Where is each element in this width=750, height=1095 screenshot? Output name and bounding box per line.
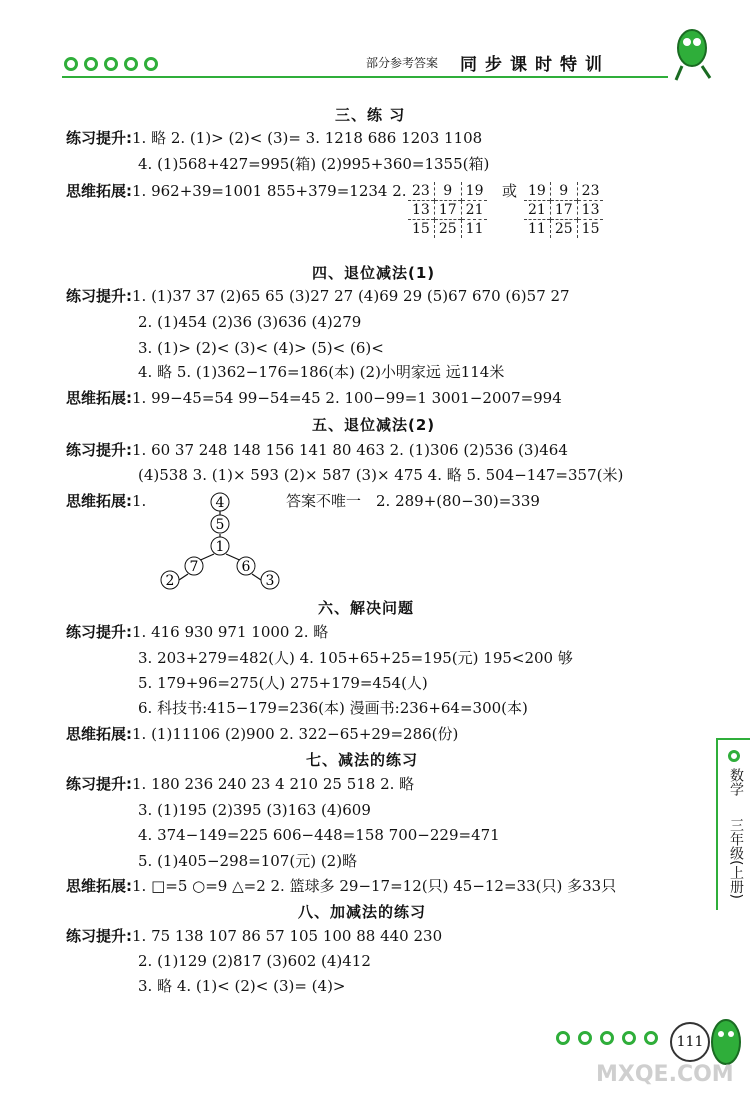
- answer-line: 6. 科技书:415−179=236(本) 漫画书:236+64=300(本): [138, 699, 528, 717]
- label-practice: 练习提升:: [66, 129, 132, 147]
- label-practice: 练习提升:: [66, 287, 132, 305]
- grid-cell: 9: [434, 182, 461, 201]
- answer-text: 1.: [132, 492, 147, 510]
- section-heading-6: 六、解决问题: [318, 599, 415, 617]
- answer-line: 2. (1)129 (2)817 (3)602 (4)412: [138, 952, 371, 970]
- grid-cell: 13: [408, 201, 434, 220]
- answer-line: [66, 181, 407, 201]
- label-thinking: 思维拓展:: [66, 182, 132, 200]
- side-dot-icon: [728, 750, 740, 762]
- grid-row: [408, 201, 487, 220]
- mascot-icon: [662, 20, 732, 90]
- answer-line: 4. 略 5. (1)362−176=186(本) (2)小明家远 远114米: [138, 363, 505, 381]
- answer-text: 1. (1)37 37 (2)65 65 (3)27 27 (4)69 29 (5)67 670 (6)57 27: [132, 287, 570, 305]
- magic-square-a: [408, 182, 487, 238]
- grid-row: [524, 220, 603, 239]
- answer-line: [66, 876, 616, 896]
- answer-line: [66, 724, 458, 744]
- grid-cell: 13: [577, 201, 603, 220]
- answer-line: [66, 491, 146, 511]
- grid-row: [408, 182, 487, 201]
- answer-line: 4. 374−149=225 606−448=158 700−229=471: [138, 826, 500, 844]
- answer-line: 5. 179+96=275(人) 275+179=454(人): [138, 674, 428, 692]
- answer-text: 1. 略 2. (1)> (2)< (3)= 3. 1218 686 1203 1108: [132, 129, 483, 147]
- header-dots: [64, 56, 164, 75]
- answer-line: [66, 388, 562, 408]
- side-subject: 数学: [728, 768, 744, 796]
- number-tree-diagram: [150, 488, 290, 598]
- magic-square-b: [524, 182, 603, 238]
- header-label: 部分参考答案: [366, 56, 439, 70]
- grid-row: [408, 220, 487, 239]
- grid-cell: 21: [524, 201, 550, 220]
- tree-node: 5: [215, 517, 225, 533]
- answer-line: [66, 774, 414, 794]
- section-heading-7: 七、减法的练习: [306, 751, 419, 769]
- answer-line: 4. (1)568+427=995(箱) (2)995+360=1355(箱): [138, 155, 490, 173]
- label-practice: 练习提升:: [66, 623, 132, 641]
- answer-line: (4)538 3. (1)× 593 (2)× 587 (3)× 475 4. 略 5. 504−147=357(米): [138, 466, 624, 484]
- section-heading-3: 三、练 习: [335, 106, 406, 124]
- header-rule: [62, 76, 668, 78]
- section-heading-8: 八、加减法的练习: [298, 903, 427, 921]
- tree-node: 7: [189, 559, 199, 575]
- tree-node: 1: [215, 539, 225, 555]
- tree-node: 4: [215, 495, 225, 511]
- grid-cell: 25: [434, 220, 461, 239]
- tree-node: 3: [265, 573, 275, 589]
- answer-line: [66, 622, 328, 642]
- section-heading-4: 四、退位减法(1): [312, 264, 436, 282]
- answer-text: 1. □=5 ○=9 △=2 2. 篮球多 29−17=12(只) 45−12=33(只) 多33只: [132, 877, 617, 895]
- tree-node: 2: [165, 573, 175, 589]
- note-text: 答案不唯一: [286, 492, 362, 510]
- answer-line: 3. 203+279=482(人) 4. 105+65+25=195(元) 195<200 够: [138, 649, 573, 667]
- grid-row: [524, 182, 603, 201]
- grid-cell: 19: [461, 182, 487, 201]
- tree-node: 6: [241, 559, 251, 575]
- label-practice: 练习提升:: [66, 927, 132, 945]
- grid-cell: 17: [550, 201, 577, 220]
- header-title: 同步课时特训: [460, 55, 610, 75]
- answer-line: [66, 926, 442, 946]
- answer-line: 3. (1)195 (2)395 (3)163 (4)609: [138, 801, 371, 819]
- label-practice: 练习提升:: [66, 775, 132, 793]
- footer-dots: [556, 1030, 666, 1049]
- grid-cell: 17: [434, 201, 461, 220]
- label-thinking: 思维拓展:: [66, 877, 132, 895]
- grid-cell: 15: [408, 220, 434, 239]
- answer-line: 2. (1)454 (2)36 (3)636 (4)279: [138, 313, 362, 331]
- answer-line: [66, 128, 482, 148]
- answer-line: 5. (1)405−298=107(元) (2)略: [138, 852, 358, 870]
- grid-cell: 19: [528, 183, 546, 199]
- grid-cell: 11: [461, 220, 487, 239]
- grid-cell: 23: [412, 183, 430, 199]
- answer-line: 3. (1)> (2)< (3)< (4)> (5)< (6)<: [138, 339, 384, 357]
- watermark: MXQE.COM: [596, 1062, 734, 1087]
- label-practice: 练习提升:: [66, 441, 132, 459]
- answer-text: 1. 416 930 971 1000 2. 略: [132, 623, 329, 641]
- label-thinking: 思维拓展:: [66, 725, 132, 743]
- answer-text: 1. 60 37 248 148 156 141 80 463 2. (1)306 (2)536 (3)464: [132, 441, 568, 459]
- answer-line: 3. 略 4. (1)< (2)< (3)= (4)>: [138, 977, 346, 995]
- grid-cell: 21: [461, 201, 487, 220]
- grid-cell: 11: [524, 220, 550, 239]
- grid-row: [524, 201, 603, 220]
- grid-cell: 15: [577, 220, 603, 239]
- answer-line: 2. 289+(80−30)=339: [376, 492, 540, 510]
- label-thinking: 思维拓展:: [66, 389, 132, 407]
- answer-text: 1. 180 236 240 23 4 210 25 518 2. 略: [132, 775, 415, 793]
- or-label: 或: [502, 182, 518, 200]
- answer-text: 1. 962+39=1001 855+379=1234 2.: [132, 182, 407, 200]
- section-heading-5: 五、退位减法(2): [312, 416, 436, 434]
- answer-text: 1. 75 138 107 86 57 105 100 88 440 230: [132, 927, 443, 945]
- label-thinking: 思维拓展:: [66, 492, 132, 510]
- grid-cell: 9: [550, 182, 577, 201]
- answer-line: [66, 286, 570, 306]
- grid-cell: 23: [577, 182, 603, 201]
- answer-text: 1. (1)11106 (2)900 2. 322−65+29=286(份): [132, 725, 459, 743]
- answer-line: [66, 440, 568, 460]
- page-number: 111: [670, 1022, 710, 1062]
- side-grade: 三年级(上册): [728, 818, 744, 899]
- answer-text: 1. 99−45=54 99−54=45 2. 100−99=1 3001−2007=994: [132, 389, 562, 407]
- grid-cell: 25: [550, 220, 577, 239]
